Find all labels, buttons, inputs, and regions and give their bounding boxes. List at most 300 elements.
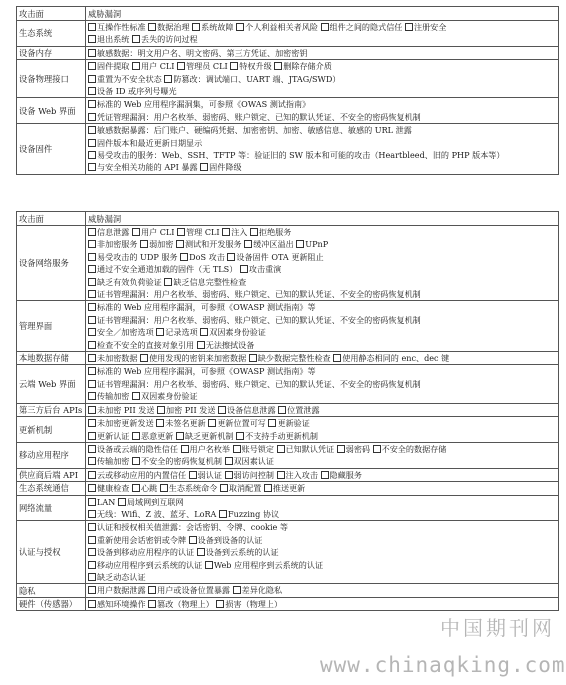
checkbox-icon[interactable] [88, 228, 96, 236]
checkbox-icon[interactable] [132, 457, 140, 465]
checkbox-icon[interactable] [88, 432, 96, 440]
threat-item: 注入攻击 [285, 469, 318, 480]
attack-surface-label: 本地数据存储 [17, 352, 86, 365]
attack-surface-label: 设备网络服务 [17, 226, 86, 301]
threat-item: 未加密 PII 发送 [97, 404, 155, 415]
threat-item: 数据治理 [157, 22, 190, 32]
table-row [17, 482, 559, 495]
threat-item: 重置为不安全状态 [97, 73, 162, 84]
threat-item: 隐藏服务 [329, 469, 362, 480]
threat-item: 系统故障 [201, 22, 234, 32]
checkbox-icon[interactable] [230, 62, 238, 70]
checkbox-icon[interactable] [88, 303, 96, 311]
checkbox-icon[interactable] [88, 406, 96, 414]
threat-line [88, 455, 556, 467]
checkbox-icon[interactable] [88, 561, 96, 569]
threat-line [88, 137, 556, 149]
checkbox-icon[interactable] [225, 471, 233, 479]
threat-item: 双因素身份验证 [140, 391, 198, 402]
attack-surface-label: 设备 Web 界面 [17, 98, 86, 124]
threat-item: 感知环境操作 [97, 598, 146, 609]
threat-item: 双因素身份验证 [209, 327, 266, 338]
threat-item: 推送更新 [272, 483, 306, 494]
threat-item: 传输加密 [97, 391, 130, 402]
checkbox-icon[interactable] [88, 126, 96, 134]
checkbox-icon[interactable] [88, 498, 96, 506]
checkbox-icon[interactable] [200, 328, 208, 336]
threat-list [86, 365, 559, 403]
checkbox-icon[interactable] [132, 228, 140, 236]
threat-line [88, 251, 556, 263]
threat-item: 未加密数据 [97, 353, 138, 364]
threat-line [88, 534, 556, 546]
header-row [17, 212, 559, 226]
threat-line [88, 390, 556, 402]
table-row [17, 403, 559, 416]
threat-list [86, 403, 559, 416]
threat-item: 敏感数据：明文用户名、明文密码、第三方凭证、加密密钥 [97, 47, 308, 58]
threat-item: 通过不安全通道加载的固件（无 TLS） [97, 264, 238, 275]
threat-list [86, 98, 559, 124]
threat-line [88, 111, 556, 123]
threat-line [88, 508, 556, 520]
threat-line [88, 417, 556, 429]
threat-item: 防篡改：调试端口、UART 端、JTAG/SWD） [173, 73, 341, 84]
checkbox-icon[interactable] [88, 573, 96, 581]
checkbox-icon[interactable] [88, 265, 96, 273]
checkbox-icon[interactable] [373, 445, 381, 453]
checkbox-icon[interactable] [156, 419, 164, 427]
threat-item: 注册安全 [413, 22, 447, 32]
watermark-site-name: 中国期刊网 [440, 616, 555, 640]
checkbox-icon[interactable] [227, 253, 235, 261]
threat-line [88, 161, 556, 173]
checkbox-icon[interactable] [88, 87, 96, 95]
threat-list [86, 124, 559, 175]
threat-item: 互操作性标准 [97, 22, 146, 32]
checkbox-icon[interactable] [337, 445, 345, 453]
threat-item: 弱访问控制 [233, 469, 274, 480]
threat-line [88, 584, 556, 596]
checkbox-icon[interactable] [164, 75, 172, 83]
threat-item: 标准的 Web 应用程序漏洞集，可参照《OWAS 测试指南》 [97, 99, 311, 110]
checkbox-icon[interactable] [88, 151, 96, 159]
attack-surface-label: 设备物理接口 [17, 60, 86, 98]
checkbox-icon[interactable] [88, 586, 96, 594]
table-row [17, 46, 559, 59]
checkbox-icon[interactable] [274, 62, 282, 70]
checkbox-icon[interactable] [88, 392, 96, 400]
checkbox-icon[interactable] [157, 406, 165, 414]
threat-item: 恶意更新 [140, 430, 174, 441]
threat-line [88, 85, 556, 97]
checkbox-icon[interactable] [88, 341, 96, 349]
threat-item: 非加密服务 [97, 239, 138, 250]
header-attack-surface: 攻击面 [17, 212, 86, 226]
table-row [17, 226, 559, 301]
threat-line [88, 559, 556, 571]
threat-line [88, 73, 556, 85]
checkbox-icon[interactable] [405, 23, 413, 31]
threat-line [88, 352, 556, 364]
attack-surface-label: 云端 Web 界面 [17, 365, 86, 403]
checkbox-icon[interactable] [148, 586, 156, 594]
threat-item: 证书管理漏洞：用户名枚举、弱密码、账户锁定、已知的默认凭证、不安全的密码恢复机制 [97, 314, 421, 325]
threat-item: 更新验证 [277, 418, 310, 429]
checkbox-icon[interactable] [88, 548, 96, 556]
header-threat-vulnerability: 威胁漏洞 [86, 7, 559, 21]
checkbox-icon[interactable] [200, 163, 208, 171]
checkbox-icon[interactable] [192, 23, 200, 31]
checkbox-icon[interactable] [88, 163, 96, 171]
checkbox-icon[interactable] [132, 484, 140, 492]
threat-item: 攻击重演 [248, 264, 282, 275]
threat-line [88, 33, 556, 45]
table-row [17, 301, 559, 352]
threat-line [88, 263, 556, 275]
checkbox-icon[interactable] [240, 265, 248, 273]
checkbox-icon[interactable] [88, 23, 96, 31]
threat-item: 管理员 CLI [186, 61, 228, 72]
threat-item: 缺乏信息完整性检查 [173, 276, 247, 287]
threat-line [88, 339, 556, 351]
threat-item: 健康检查 [97, 483, 130, 494]
checkbox-icon[interactable] [225, 457, 233, 465]
threat-item: 管理 CLI [186, 227, 220, 237]
threat-item: 取消配置 [228, 483, 262, 494]
table-row [17, 365, 559, 403]
threat-line [88, 482, 556, 494]
threat-item: 生态系统命令 [168, 483, 218, 494]
checkbox-icon[interactable] [218, 406, 226, 414]
threat-list [86, 301, 559, 352]
checkbox-icon[interactable] [88, 510, 96, 518]
checkbox-icon[interactable] [321, 471, 329, 479]
checkbox-icon[interactable] [268, 419, 276, 427]
checkbox-icon[interactable] [181, 445, 189, 453]
checkbox-icon[interactable] [88, 113, 96, 121]
threat-item: 弱加密 [149, 239, 174, 250]
table-row [17, 124, 559, 175]
threat-item: 云或移动应用的内置信任 [97, 469, 187, 480]
header-row [17, 7, 559, 21]
threat-line [88, 598, 556, 610]
checkbox-icon[interactable] [88, 457, 96, 465]
checkbox-icon[interactable] [321, 23, 329, 31]
checkbox-icon[interactable] [160, 484, 168, 492]
threat-item: 未签名更新 [165, 418, 206, 429]
threat-item: 认证和授权相关值泄露：会话密钥、令牌、cookie 等 [97, 522, 289, 533]
threat-item: 不支持手动更新机制 [245, 430, 318, 441]
checkbox-icon[interactable] [264, 484, 272, 492]
threat-item: 无线：Wifi、Z 波、蓝牙、LoRA [97, 508, 217, 519]
checkbox-icon[interactable] [132, 35, 140, 43]
threat-item: 设备或云端的隐性信任 [97, 443, 178, 454]
threat-item: 固件降级 [209, 162, 242, 173]
threat-item: 用户 CLI [140, 61, 175, 72]
threat-list [86, 352, 559, 365]
table-row [17, 352, 559, 365]
threat-line [88, 47, 556, 59]
table-row [17, 521, 559, 584]
threat-item: 特权升级 [239, 61, 272, 72]
threat-table-1 [16, 6, 559, 175]
checkbox-icon[interactable] [177, 228, 185, 236]
attack-surface-label: 硬件（传感器） [17, 597, 86, 610]
watermark-url: www.chinaqking.com [320, 653, 566, 677]
checkbox-icon[interactable] [189, 536, 197, 544]
checkbox-icon[interactable] [219, 510, 227, 518]
checkbox-icon[interactable] [88, 240, 96, 248]
checkbox-icon[interactable] [278, 406, 286, 414]
checkbox-icon[interactable] [189, 471, 197, 479]
checkbox-icon[interactable] [88, 600, 96, 608]
checkbox-icon[interactable] [88, 380, 96, 388]
threat-item: 测试和开发服务 [184, 239, 242, 250]
checkbox-icon[interactable] [88, 139, 96, 147]
threat-list [86, 417, 559, 443]
attack-surface-label: 网络流量 [17, 495, 86, 521]
table-row [17, 417, 559, 443]
threat-line [88, 404, 556, 416]
checkbox-icon[interactable] [88, 49, 96, 57]
threat-line [88, 378, 556, 390]
threat-item: 设备到移动应用程序的认证 [97, 547, 195, 558]
threat-item: 注入 [231, 227, 248, 237]
checkbox-icon[interactable] [88, 100, 96, 108]
checkbox-icon[interactable] [249, 354, 257, 362]
checkbox-icon[interactable] [140, 354, 148, 362]
table-row [17, 21, 559, 47]
threat-table-2 [16, 211, 559, 611]
threat-line [88, 469, 556, 481]
threat-list [86, 521, 559, 584]
checkbox-icon[interactable] [132, 432, 140, 440]
threat-item: 心跳 [140, 483, 158, 494]
threat-item: 敏感数据暴露：后门账户、硬编码凭据、加密密钥、加密、敏感信息、敏感的 URL 泄露 [97, 125, 412, 136]
table-row [17, 468, 559, 481]
threat-item: 设备到设备的认证 [197, 534, 263, 545]
threat-list [86, 482, 559, 495]
threat-item: 凭证管理漏洞：用户名枚举、弱密码、账户锁定、已知的默认凭证、不安全的密码恢复机制 [97, 111, 421, 122]
checkbox-icon[interactable] [88, 278, 96, 286]
attack-surface-label: 生态系统 [17, 21, 86, 47]
threat-item: 与安全相关功能的 API 暴露 [97, 162, 198, 173]
checkbox-icon[interactable] [244, 240, 252, 248]
threat-item: 重新使用会话密钥或令牌 [97, 534, 187, 545]
threat-line [88, 301, 556, 313]
threat-list [86, 584, 559, 597]
checkbox-icon[interactable] [277, 471, 285, 479]
checkbox-icon[interactable] [140, 240, 148, 248]
table-row [17, 597, 559, 610]
checkbox-icon[interactable] [277, 445, 285, 453]
checkbox-icon[interactable] [205, 561, 213, 569]
attack-surface-label: 第三方后台 APIs [17, 403, 86, 416]
threat-item: 个人利益相关者风险 [245, 22, 318, 32]
checkbox-icon[interactable] [88, 316, 96, 324]
checkbox-icon[interactable] [132, 392, 140, 400]
threat-item: 检查不安全的直接对象引用 [97, 339, 195, 350]
checkbox-icon[interactable] [233, 586, 241, 594]
table-row [17, 584, 559, 597]
checkbox-icon[interactable] [220, 484, 228, 492]
attack-surface-label: 更新机制 [17, 417, 86, 443]
threat-line [88, 238, 556, 250]
checkbox-icon[interactable] [222, 228, 230, 236]
header-attack-surface: 攻击面 [17, 7, 86, 21]
threat-list [86, 495, 559, 521]
threat-item: 退出系统 [97, 34, 130, 45]
threat-item: 传输加密 [97, 456, 130, 467]
attack-surface-label: 隐私 [17, 584, 86, 597]
checkbox-icon[interactable] [88, 445, 96, 453]
checkbox-icon[interactable] [333, 354, 341, 362]
threat-item: 篡改（物理上） [157, 598, 214, 609]
threat-line [88, 496, 556, 508]
threat-item: 固件版本和最近更新日期显示 [97, 137, 203, 148]
attack-surface-label: 设备固件 [17, 124, 86, 175]
checkbox-icon[interactable] [88, 35, 96, 43]
attack-surface-label: 设备内存 [17, 46, 86, 59]
threat-item: 安全／加密选项 [97, 327, 154, 338]
threat-item: 缓冲区溢出 [253, 239, 294, 250]
threat-item: 移动应用程序到云系统的认证 [97, 559, 203, 570]
checkbox-icon[interactable] [88, 328, 96, 336]
checkbox-icon[interactable] [176, 240, 184, 248]
attack-surface-label: 生态系统通信 [17, 482, 86, 495]
threat-line [88, 521, 556, 533]
threat-line [88, 98, 556, 110]
checkbox-icon[interactable] [88, 354, 96, 362]
threat-line [88, 571, 556, 583]
threat-item: 使用发现的密钥来加密数据 [149, 353, 247, 364]
table-row [17, 442, 559, 468]
threat-item: 信息泄露 [97, 227, 130, 237]
checkbox-icon[interactable] [164, 278, 172, 286]
threat-list [86, 21, 559, 47]
threat-line [88, 276, 556, 288]
checkbox-icon[interactable] [88, 484, 96, 492]
threat-item: 缺乏动态认证 [97, 571, 146, 582]
threat-item: 不安全的密码恢复机制 [140, 456, 222, 467]
checkbox-icon[interactable] [197, 341, 205, 349]
checkbox-icon[interactable] [177, 62, 185, 70]
threat-item: 用户 CLI [140, 227, 175, 237]
checkbox-icon[interactable] [88, 62, 96, 70]
threat-list [86, 46, 559, 59]
threat-item: 未加密更新发送 [97, 418, 154, 429]
checkbox-icon[interactable] [148, 600, 156, 608]
threat-list [86, 442, 559, 468]
threat-item: 丢失的访问过程 [140, 34, 198, 45]
threat-item: 设备固件 OTA 更新阻止 [236, 251, 324, 262]
threat-item: 更新认证 [97, 430, 130, 441]
threat-item: 用户名枚举 [189, 443, 231, 454]
checkbox-icon[interactable] [132, 62, 140, 70]
threat-line [88, 288, 556, 300]
threat-list [86, 597, 559, 610]
threat-item: DoS 攻击 [189, 251, 225, 262]
threat-item: 更新位置可写 [217, 418, 266, 429]
threat-item: 弱认证 [197, 469, 222, 480]
threat-item: 标准的 Web 应用程序漏洞，可参照《OWASP 测试指南》等 [97, 302, 316, 313]
threat-item: 固件提取 [97, 61, 130, 72]
checkbox-icon[interactable] [216, 600, 224, 608]
threat-item: 无法擦拭设备 [205, 339, 255, 350]
checkbox-icon[interactable] [236, 432, 244, 440]
checkbox-icon[interactable] [296, 240, 304, 248]
threat-item: 双因素认证 [233, 456, 274, 467]
attack-surface-label: 认证与授权 [17, 521, 86, 584]
threat-list [86, 60, 559, 98]
threat-item: 易受攻击的 UDP 服务 [97, 251, 178, 262]
threat-item: UPnP [305, 239, 329, 250]
threat-line [88, 326, 556, 338]
threat-item: 损害（物理上） [225, 598, 283, 609]
attack-surface-label: 移动应用程序 [17, 442, 86, 468]
threat-line [88, 124, 556, 136]
threat-item: 已知默认凭证 [285, 443, 335, 454]
threat-item: 删除存储介质 [283, 61, 332, 72]
threat-line [88, 314, 556, 326]
checkbox-icon[interactable] [236, 23, 244, 31]
attack-surface-label: 供应商后端 API [17, 468, 86, 481]
checkbox-icon[interactable] [176, 432, 184, 440]
checkbox-icon[interactable] [250, 228, 258, 236]
threat-line [88, 226, 556, 238]
threat-list [86, 226, 559, 301]
checkbox-icon[interactable] [88, 471, 96, 479]
threat-item: Fuzzing 协议 [227, 508, 280, 519]
threat-item: 缺乏更新机制 [184, 430, 234, 441]
threat-item: 局域网到互联网 [126, 496, 184, 507]
table-row [17, 60, 559, 98]
checkbox-icon[interactable] [148, 23, 156, 31]
threat-item: 位置泄露 [287, 404, 320, 415]
checkbox-icon[interactable] [156, 328, 164, 336]
threat-item: 用户数据泄露 [97, 585, 146, 596]
threat-item: 用户或设备位置暴露 [157, 585, 231, 596]
checkbox-icon[interactable] [88, 253, 96, 261]
threat-item: Web 应用程序到云系统的认证 [213, 559, 324, 570]
threat-item: 组件之间的隐式信任 [329, 22, 403, 32]
checkbox-icon[interactable] [88, 419, 96, 427]
threat-line [88, 546, 556, 558]
header-threat-vulnerability: 威胁漏洞 [86, 212, 559, 226]
checkbox-icon[interactable] [208, 419, 216, 427]
threat-item: LAN [97, 496, 116, 507]
threat-list [86, 468, 559, 481]
threat-item: 设备到云系统的认证 [205, 547, 279, 558]
checkbox-icon[interactable] [88, 290, 96, 298]
checkbox-icon[interactable] [118, 498, 126, 506]
checkbox-icon[interactable] [88, 75, 96, 83]
threat-line [88, 60, 556, 72]
checkbox-icon[interactable] [233, 445, 241, 453]
threat-item: 标准的 Web 应用程序漏洞，可参照《OWASP 测试指南》等 [97, 366, 316, 377]
threat-line [88, 21, 556, 33]
threat-item: 证书管理漏洞：用户名枚举、弱密码、账户锁定、已知的默认凭证、不安全的密码恢复机制 [97, 378, 421, 389]
checkbox-icon[interactable] [88, 536, 96, 544]
threat-item: 证书管理漏洞：用户名枚举、弱密码、账户锁定、已知的默认凭证、不安全的密码恢复机制 [97, 289, 421, 300]
threat-item: 缺少数据完整性检查 [257, 353, 331, 364]
checkbox-icon[interactable] [88, 367, 96, 375]
checkbox-icon[interactable] [197, 548, 205, 556]
checkbox-icon[interactable] [180, 253, 188, 261]
checkbox-icon[interactable] [88, 523, 96, 531]
threat-line [88, 430, 556, 442]
